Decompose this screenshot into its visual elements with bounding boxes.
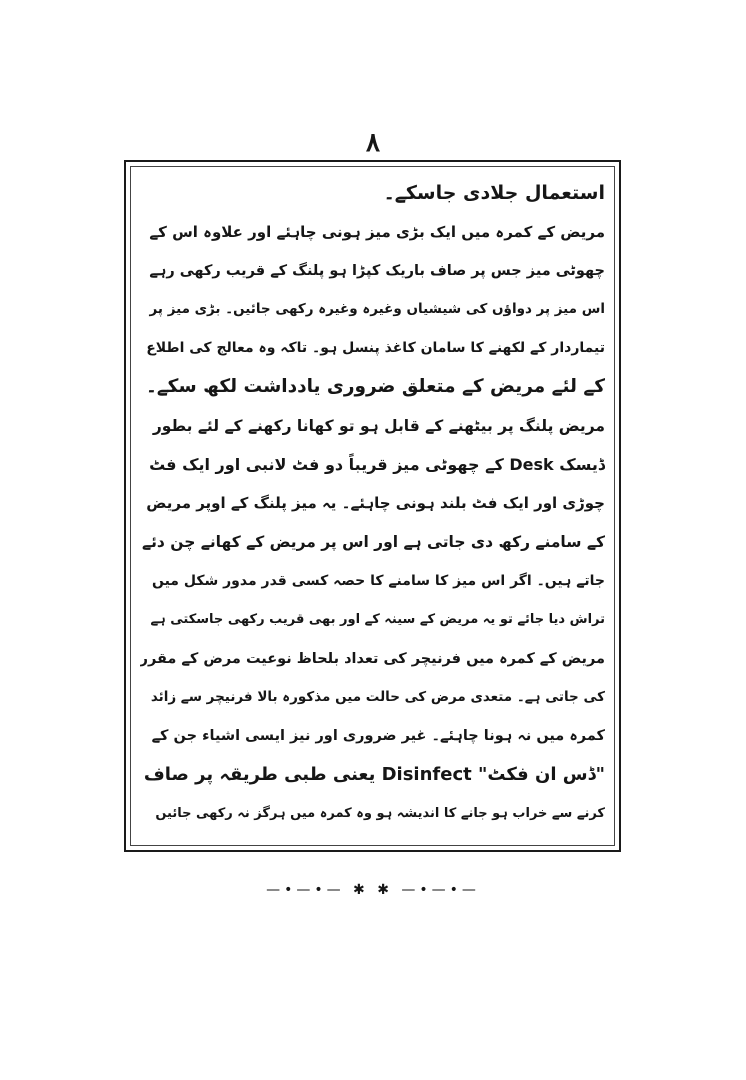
text-line: تراش دیا جائے تو یہ مریض کے سینہ کے اور بھی قریب رکھی جاسکتی ہے — [150, 611, 605, 627]
text-line: ڈیسک Desk کے چھوٹی میز قریباً دو فٹ لانبی اور ایک فٹ — [149, 454, 605, 474]
text-line: کمرہ میں نہ ہونا چاہئے۔ غیر ضروری اور نیز ایسی اشیاء جن کے — [151, 728, 605, 745]
body-text — [140, 174, 605, 834]
text-line: "ڈس ان فکٹ" Disinfect یعنی طبی طریقہ پر صاف — [143, 763, 605, 785]
text-line: مریض کے کمرہ میں فرنیچر کی تعداد بلحاظ نوعیت مرض کے مقرر — [140, 650, 605, 667]
ornament-divider: —•—•— ✱ ✱ —•—•— — [266, 882, 480, 898]
text-line: تیماردار کے لکھنے کا سامان کاغذ پنسل ہو۔ تاکہ وہ معالج کی اطلاع — [146, 340, 605, 357]
text-line: مریض پلنگ پر بیٹھنے کے قابل ہو تو کھانا رکھنے کے لئے بطور — [152, 416, 605, 435]
text-line: مریض کے کمرہ میں ایک بڑی میز ہونی چاہئے اور علاوہ اس کے — [149, 222, 605, 241]
page-number: ۸ — [366, 128, 380, 158]
text-line: کرنے سے خراب ہو جانے کا اندیشہ ہو وہ کمرہ میں ہرگز نہ رکھی جائیں — [155, 805, 605, 821]
text-line: استعمال جلادی جاسکے۔ — [383, 182, 605, 204]
text-line: کی جاتی ہے۔ متعدی مرض کی حالت میں مذکورہ بالا فرنیچر سے زائد — [150, 689, 605, 706]
text-line: چھوٹی میز جس پر صاف باریک کپڑا ہو پلنگ کے قریب رکھی رہے — [149, 262, 605, 279]
text-line: کے لئے مریض کے متعلق ضروری یادداشت لکھ سکے۔ — [146, 375, 605, 397]
text-line: اس میز پر دواؤں کی شیشیاں وغیرہ وغیرہ رکھی جائیں۔ بڑی میز پر — [149, 301, 605, 318]
text-line: جاتے ہیں۔ اگر اس میز کا سامنے کا حصہ کسی قدر مدور شکل میں — [151, 572, 605, 589]
text-line: کے سامنے رکھ دی جاتی ہے اور اس پر مریض کے کھانے چن دئے — [142, 533, 605, 552]
text-frame — [124, 160, 621, 852]
text-line: چوڑی اور ایک فٹ بلند ہونی چاہئے۔ یہ میز پلنگ کے اوپر مریض — [146, 494, 605, 513]
